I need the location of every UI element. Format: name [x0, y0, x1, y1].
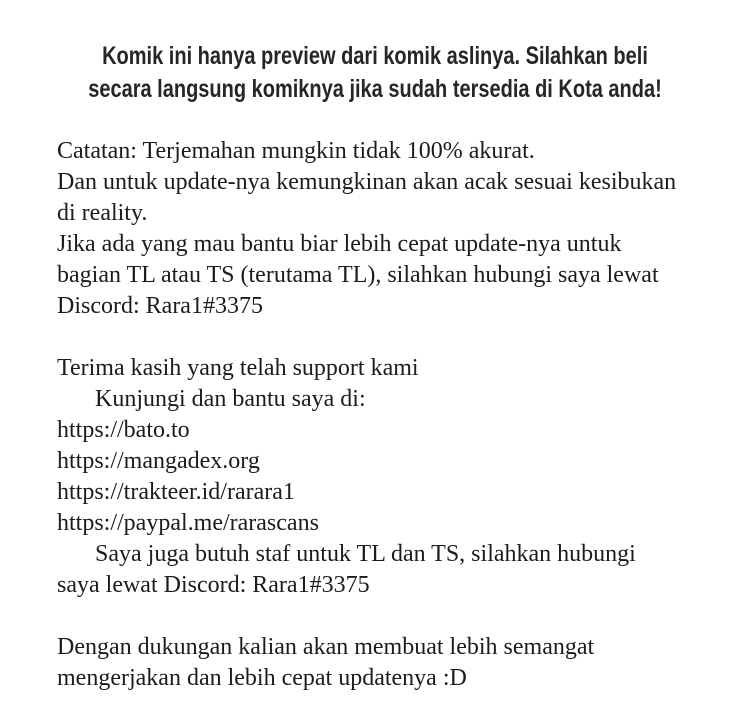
staff-request-line-2: saya lewat Discord: Rara1#3375 [57, 572, 370, 598]
url-paypal: https://paypal.me/rarascans [57, 510, 319, 536]
preview-banner-line-1: Komik ini hanya preview dari komik aslinya. Silahkan beli [102, 42, 648, 70]
closing-line-1: Dengan dukungan kalian akan membuat lebih semangat [57, 634, 595, 660]
blank-line [57, 601, 710, 632]
body-text [0, 136, 750, 694]
url-trakteer: https://trakteer.id/rarara1 [57, 479, 295, 505]
preview-banner-line-2: secara langsung komiknya jika sudah tersedia di Kota anda! [88, 75, 662, 103]
staff-request-line-1: Saya juga butuh staf untuk TL dan TS, silahkan hubungi [95, 541, 636, 567]
url-mangadex: https://mangadex.org [57, 448, 260, 474]
help-request-line-2: bagian TL atau TS (terutama TL), silahkan hubungi saya lewat [57, 262, 659, 288]
translation-note-line-1: Catatan: Terjemahan mungkin tidak 100% akurat. [57, 138, 535, 164]
translation-note-line-2: Dan untuk update-nya kemungkinan akan acak sesuai kesibukan [57, 169, 677, 195]
help-request-line-1: Jika ada yang mau bantu biar lebih cepat update-nya untuk [57, 231, 622, 257]
preview-banner [0, 0, 750, 106]
support-visit-intro: Kunjungi dan bantu saya di: [95, 386, 366, 412]
blank-line [57, 322, 710, 353]
translation-note-line-3: di reality. [57, 200, 148, 226]
url-bato: https://bato.to [57, 417, 190, 443]
closing-line-2: mengerjakan dan lebih cepat updatenya :D [57, 665, 467, 691]
support-thanks: Terima kasih yang telah support kami [57, 355, 419, 381]
discord-contact: Discord: Rara1#3375 [57, 293, 263, 319]
